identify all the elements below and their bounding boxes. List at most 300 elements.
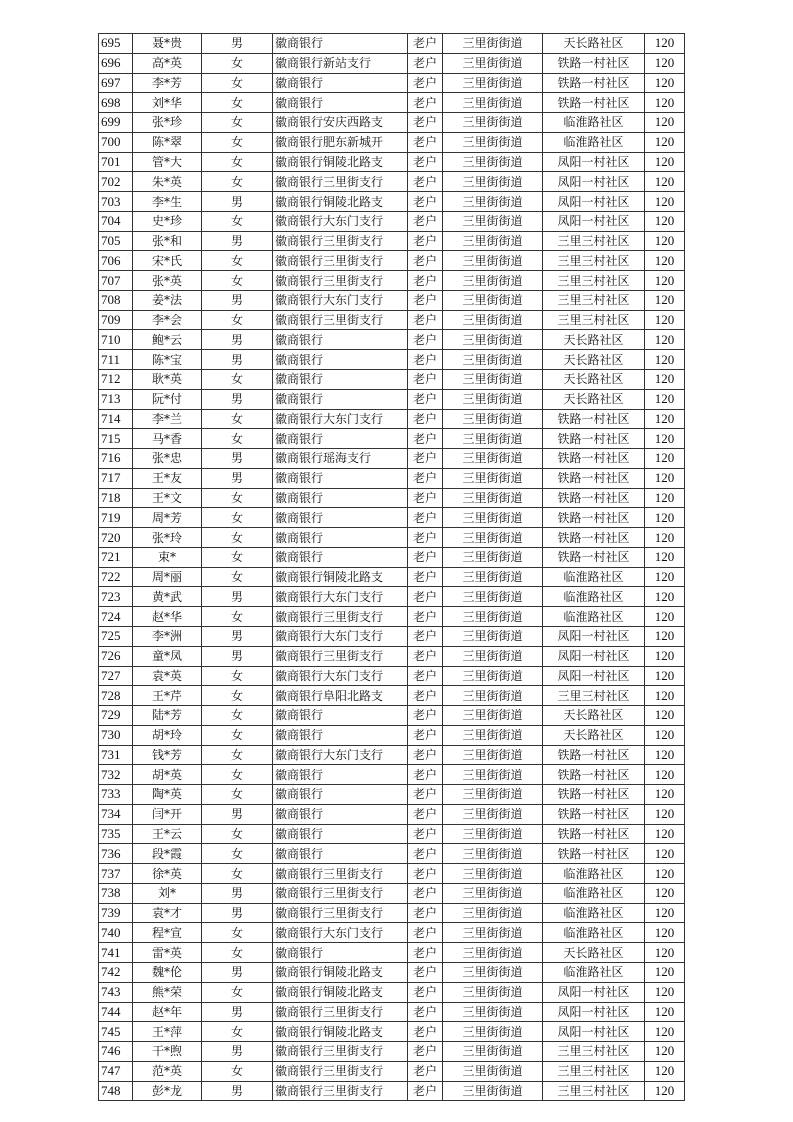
household-type-cell: 老户 (408, 785, 443, 805)
street-cell: 三里街街道 (443, 686, 543, 706)
household-type-cell: 老户 (408, 725, 443, 745)
person-name-cell: 耿*英 (133, 370, 202, 390)
bank-name-cell: 徽商银行三里街支行 (273, 883, 408, 903)
gender-cell: 男 (202, 1042, 273, 1062)
community-cell: 铁路一村社区 (543, 528, 645, 548)
table-row (99, 547, 685, 567)
row-number-cell: 709 (99, 310, 133, 330)
gender-cell: 女 (202, 53, 273, 73)
household-type-cell: 老户 (408, 310, 443, 330)
bank-name-cell: 徽商银行三里街支行 (273, 1081, 408, 1101)
community-cell: 临淮路社区 (543, 587, 645, 607)
table-row (99, 211, 685, 231)
community-cell: 凤阳一村社区 (543, 626, 645, 646)
amount-cell: 120 (645, 626, 685, 646)
amount-cell: 120 (645, 1002, 685, 1022)
person-name-cell: 李*兰 (133, 409, 202, 429)
amount-cell: 120 (645, 1022, 685, 1042)
person-name-cell: 干*煦 (133, 1042, 202, 1062)
gender-cell: 女 (202, 310, 273, 330)
table-row (99, 943, 685, 963)
gender-cell: 女 (202, 528, 273, 548)
person-name-cell: 钱*芳 (133, 745, 202, 765)
street-cell: 三里街街道 (443, 93, 543, 113)
person-name-cell: 彭*龙 (133, 1081, 202, 1101)
street-cell: 三里街街道 (443, 429, 543, 449)
street-cell: 三里街街道 (443, 864, 543, 884)
gender-cell: 男 (202, 646, 273, 666)
row-number-cell: 712 (99, 370, 133, 390)
person-name-cell: 王*友 (133, 468, 202, 488)
table-row (99, 172, 685, 192)
street-cell: 三里街街道 (443, 113, 543, 133)
community-cell: 天长路社区 (543, 389, 645, 409)
person-name-cell: 熊*荣 (133, 982, 202, 1002)
bank-name-cell: 徽商银行 (273, 73, 408, 93)
row-number-cell: 710 (99, 330, 133, 350)
table-row (99, 231, 685, 251)
street-cell: 三里街街道 (443, 824, 543, 844)
street-cell: 三里街街道 (443, 350, 543, 370)
table-row (99, 844, 685, 864)
street-cell: 三里街街道 (443, 449, 543, 469)
bank-name-cell: 徽商银行 (273, 429, 408, 449)
subsidy-table (98, 33, 685, 1101)
gender-cell: 男 (202, 587, 273, 607)
household-type-cell: 老户 (408, 528, 443, 548)
row-number-cell: 727 (99, 666, 133, 686)
table-row (99, 330, 685, 350)
household-type-cell: 老户 (408, 271, 443, 291)
community-cell: 铁路一村社区 (543, 547, 645, 567)
gender-cell: 男 (202, 468, 273, 488)
bank-name-cell: 徽商银行三里街支行 (273, 231, 408, 251)
household-type-cell: 老户 (408, 686, 443, 706)
household-type-cell: 老户 (408, 290, 443, 310)
gender-cell: 女 (202, 547, 273, 567)
community-cell: 天长路社区 (543, 34, 645, 54)
amount-cell: 120 (645, 34, 685, 54)
person-name-cell: 袁*英 (133, 666, 202, 686)
household-type-cell: 老户 (408, 350, 443, 370)
bank-name-cell: 徽商银行 (273, 844, 408, 864)
bank-name-cell: 徽商银行 (273, 370, 408, 390)
bank-name-cell: 徽商银行铜陵北路支 (273, 962, 408, 982)
row-number-cell: 729 (99, 706, 133, 726)
gender-cell: 男 (202, 389, 273, 409)
gender-cell: 男 (202, 449, 273, 469)
row-number-cell: 742 (99, 962, 133, 982)
person-name-cell: 赵*华 (133, 607, 202, 627)
bank-name-cell: 徽商银行 (273, 943, 408, 963)
gender-cell: 女 (202, 745, 273, 765)
gender-cell: 男 (202, 350, 273, 370)
community-cell: 铁路一村社区 (543, 468, 645, 488)
street-cell: 三里街街道 (443, 725, 543, 745)
table-row (99, 587, 685, 607)
street-cell: 三里街街道 (443, 192, 543, 212)
bank-name-cell: 徽商银行 (273, 34, 408, 54)
person-name-cell: 范*英 (133, 1061, 202, 1081)
gender-cell: 男 (202, 626, 273, 646)
row-number-cell: 713 (99, 389, 133, 409)
amount-cell: 120 (645, 409, 685, 429)
gender-cell: 女 (202, 943, 273, 963)
street-cell: 三里街街道 (443, 567, 543, 587)
gender-cell: 男 (202, 903, 273, 923)
street-cell: 三里街街道 (443, 943, 543, 963)
amount-cell: 120 (645, 310, 685, 330)
household-type-cell: 老户 (408, 706, 443, 726)
person-name-cell: 陈*宝 (133, 350, 202, 370)
person-name-cell: 黄*武 (133, 587, 202, 607)
community-cell: 凤阳一村社区 (543, 1022, 645, 1042)
bank-name-cell: 徽商银行 (273, 725, 408, 745)
street-cell: 三里街街道 (443, 488, 543, 508)
amount-cell: 120 (645, 93, 685, 113)
amount-cell: 120 (645, 607, 685, 627)
amount-cell: 120 (645, 962, 685, 982)
amount-cell: 120 (645, 192, 685, 212)
bank-name-cell: 徽商银行大东门支行 (273, 290, 408, 310)
person-name-cell: 童*凤 (133, 646, 202, 666)
table-row (99, 192, 685, 212)
bank-name-cell: 徽商银行三里街支行 (273, 903, 408, 923)
gender-cell: 男 (202, 192, 273, 212)
table-row (99, 567, 685, 587)
street-cell: 三里街街道 (443, 883, 543, 903)
table-row (99, 883, 685, 903)
row-number-cell: 740 (99, 923, 133, 943)
table-row (99, 409, 685, 429)
street-cell: 三里街街道 (443, 982, 543, 1002)
street-cell: 三里街街道 (443, 844, 543, 864)
row-number-cell: 707 (99, 271, 133, 291)
household-type-cell: 老户 (408, 508, 443, 528)
person-name-cell: 李*洲 (133, 626, 202, 646)
person-name-cell: 聂*贵 (133, 34, 202, 54)
gender-cell: 男 (202, 290, 273, 310)
row-number-cell: 721 (99, 547, 133, 567)
row-number-cell: 722 (99, 567, 133, 587)
household-type-cell: 老户 (408, 844, 443, 864)
community-cell: 临淮路社区 (543, 132, 645, 152)
street-cell: 三里街街道 (443, 73, 543, 93)
household-type-cell: 老户 (408, 547, 443, 567)
person-name-cell: 陈*翠 (133, 132, 202, 152)
person-name-cell: 史*珍 (133, 211, 202, 231)
amount-cell: 120 (645, 370, 685, 390)
bank-name-cell: 徽商银行 (273, 528, 408, 548)
row-number-cell: 739 (99, 903, 133, 923)
amount-cell: 120 (645, 1081, 685, 1101)
table-body (99, 34, 685, 1101)
table-row (99, 53, 685, 73)
table-row (99, 73, 685, 93)
bank-name-cell: 徽商银行铜陵北路支 (273, 567, 408, 587)
community-cell: 铁路一村社区 (543, 785, 645, 805)
street-cell: 三里街街道 (443, 587, 543, 607)
community-cell: 天长路社区 (543, 350, 645, 370)
community-cell: 凤阳一村社区 (543, 192, 645, 212)
row-number-cell: 717 (99, 468, 133, 488)
table-row (99, 686, 685, 706)
row-number-cell: 696 (99, 53, 133, 73)
table-row (99, 34, 685, 54)
person-name-cell: 王*云 (133, 824, 202, 844)
community-cell: 铁路一村社区 (543, 824, 645, 844)
bank-name-cell: 徽商银行铜陵北路支 (273, 1022, 408, 1042)
street-cell: 三里街街道 (443, 1022, 543, 1042)
gender-cell: 女 (202, 567, 273, 587)
row-number-cell: 747 (99, 1061, 133, 1081)
household-type-cell: 老户 (408, 34, 443, 54)
community-cell: 铁路一村社区 (543, 93, 645, 113)
street-cell: 三里街街道 (443, 34, 543, 54)
amount-cell: 120 (645, 725, 685, 745)
household-type-cell: 老户 (408, 567, 443, 587)
household-type-cell: 老户 (408, 192, 443, 212)
person-name-cell: 王*萍 (133, 1022, 202, 1042)
household-type-cell: 老户 (408, 251, 443, 271)
person-name-cell: 周*芳 (133, 508, 202, 528)
household-type-cell: 老户 (408, 626, 443, 646)
gender-cell: 女 (202, 765, 273, 785)
person-name-cell: 姜*法 (133, 290, 202, 310)
row-number-cell: 726 (99, 646, 133, 666)
row-number-cell: 698 (99, 93, 133, 113)
household-type-cell: 老户 (408, 152, 443, 172)
row-number-cell: 715 (99, 429, 133, 449)
community-cell: 铁路一村社区 (543, 429, 645, 449)
table-row (99, 449, 685, 469)
amount-cell: 120 (645, 132, 685, 152)
street-cell: 三里街街道 (443, 290, 543, 310)
gender-cell: 男 (202, 1081, 273, 1101)
gender-cell: 女 (202, 982, 273, 1002)
gender-cell: 男 (202, 883, 273, 903)
household-type-cell: 老户 (408, 1002, 443, 1022)
community-cell: 三里三村社区 (543, 1081, 645, 1101)
gender-cell: 女 (202, 211, 273, 231)
gender-cell: 女 (202, 923, 273, 943)
row-number-cell: 735 (99, 824, 133, 844)
bank-name-cell: 徽商银行铜陵北路支 (273, 152, 408, 172)
amount-cell: 120 (645, 666, 685, 686)
table-row (99, 251, 685, 271)
gender-cell: 男 (202, 1002, 273, 1022)
amount-cell: 120 (645, 745, 685, 765)
community-cell: 凤阳一村社区 (543, 152, 645, 172)
community-cell: 凤阳一村社区 (543, 211, 645, 231)
amount-cell: 120 (645, 982, 685, 1002)
amount-cell: 120 (645, 350, 685, 370)
gender-cell: 女 (202, 1022, 273, 1042)
row-number-cell: 746 (99, 1042, 133, 1062)
amount-cell: 120 (645, 271, 685, 291)
table-row (99, 488, 685, 508)
bank-name-cell: 徽商银行大东门支行 (273, 923, 408, 943)
person-name-cell: 张*英 (133, 271, 202, 291)
amount-cell: 120 (645, 73, 685, 93)
gender-cell: 女 (202, 73, 273, 93)
table-row (99, 350, 685, 370)
person-name-cell: 马*香 (133, 429, 202, 449)
community-cell: 凤阳一村社区 (543, 172, 645, 192)
street-cell: 三里街街道 (443, 528, 543, 548)
bank-name-cell: 徽商银行 (273, 488, 408, 508)
person-name-cell: 高*英 (133, 53, 202, 73)
amount-cell: 120 (645, 231, 685, 251)
row-number-cell: 703 (99, 192, 133, 212)
bank-name-cell: 徽商银行铜陵北路支 (273, 192, 408, 212)
person-name-cell: 刘* (133, 883, 202, 903)
community-cell: 三里三村社区 (543, 290, 645, 310)
person-name-cell: 阮*付 (133, 389, 202, 409)
table-row (99, 152, 685, 172)
bank-name-cell: 徽商银行 (273, 547, 408, 567)
table-row (99, 370, 685, 390)
community-cell: 临淮路社区 (543, 923, 645, 943)
household-type-cell: 老户 (408, 409, 443, 429)
community-cell: 三里三村社区 (543, 686, 645, 706)
street-cell: 三里街街道 (443, 804, 543, 824)
amount-cell: 120 (645, 113, 685, 133)
bank-name-cell: 徽商银行三里街支行 (273, 607, 408, 627)
street-cell: 三里街街道 (443, 745, 543, 765)
household-type-cell: 老户 (408, 824, 443, 844)
gender-cell: 女 (202, 152, 273, 172)
row-number-cell: 705 (99, 231, 133, 251)
table-row (99, 765, 685, 785)
row-number-cell: 716 (99, 449, 133, 469)
person-name-cell: 周*丽 (133, 567, 202, 587)
gender-cell: 女 (202, 686, 273, 706)
bank-name-cell: 徽商银行安庆西路支 (273, 113, 408, 133)
row-number-cell: 731 (99, 745, 133, 765)
bank-name-cell: 徽商银行 (273, 706, 408, 726)
street-cell: 三里街街道 (443, 666, 543, 686)
street-cell: 三里街街道 (443, 547, 543, 567)
street-cell: 三里街街道 (443, 172, 543, 192)
community-cell: 三里三村社区 (543, 310, 645, 330)
gender-cell: 女 (202, 271, 273, 291)
household-type-cell: 老户 (408, 389, 443, 409)
street-cell: 三里街街道 (443, 706, 543, 726)
amount-cell: 120 (645, 53, 685, 73)
row-number-cell: 737 (99, 864, 133, 884)
bank-name-cell: 徽商银行大东门支行 (273, 409, 408, 429)
amount-cell: 120 (645, 389, 685, 409)
gender-cell: 女 (202, 706, 273, 726)
table-row (99, 1061, 685, 1081)
person-name-cell: 胡*英 (133, 765, 202, 785)
gender-cell: 女 (202, 251, 273, 271)
street-cell: 三里街街道 (443, 389, 543, 409)
person-name-cell: 张*玲 (133, 528, 202, 548)
row-number-cell: 720 (99, 528, 133, 548)
row-number-cell: 743 (99, 982, 133, 1002)
table-row (99, 113, 685, 133)
table-row (99, 508, 685, 528)
person-name-cell: 鲍*云 (133, 330, 202, 350)
household-type-cell: 老户 (408, 765, 443, 785)
household-type-cell: 老户 (408, 646, 443, 666)
amount-cell: 120 (645, 1061, 685, 1081)
amount-cell: 120 (645, 923, 685, 943)
table-row (99, 389, 685, 409)
table-row (99, 982, 685, 1002)
street-cell: 三里街街道 (443, 370, 543, 390)
community-cell: 铁路一村社区 (543, 409, 645, 429)
person-name-cell: 朱*英 (133, 172, 202, 192)
community-cell: 天长路社区 (543, 706, 645, 726)
household-type-cell: 老户 (408, 113, 443, 133)
gender-cell: 女 (202, 824, 273, 844)
person-name-cell: 王*芹 (133, 686, 202, 706)
table-row (99, 1002, 685, 1022)
street-cell: 三里街街道 (443, 962, 543, 982)
row-number-cell: 711 (99, 350, 133, 370)
person-name-cell: 李*生 (133, 192, 202, 212)
bank-name-cell: 徽商银行三里街支行 (273, 172, 408, 192)
street-cell: 三里街街道 (443, 785, 543, 805)
community-cell: 临淮路社区 (543, 567, 645, 587)
bank-name-cell: 徽商银行新站支行 (273, 53, 408, 73)
row-number-cell: 733 (99, 785, 133, 805)
gender-cell: 女 (202, 429, 273, 449)
gender-cell: 女 (202, 93, 273, 113)
amount-cell: 120 (645, 251, 685, 271)
household-type-cell: 老户 (408, 864, 443, 884)
community-cell: 凤阳一村社区 (543, 982, 645, 1002)
bank-name-cell: 徽商银行三里街支行 (273, 310, 408, 330)
street-cell: 三里街街道 (443, 152, 543, 172)
household-type-cell: 老户 (408, 132, 443, 152)
table-row (99, 745, 685, 765)
bank-name-cell: 徽商银行三里街支行 (273, 646, 408, 666)
amount-cell: 120 (645, 686, 685, 706)
row-number-cell: 706 (99, 251, 133, 271)
community-cell: 天长路社区 (543, 330, 645, 350)
household-type-cell: 老户 (408, 211, 443, 231)
amount-cell: 120 (645, 567, 685, 587)
household-type-cell: 老户 (408, 468, 443, 488)
community-cell: 天长路社区 (543, 943, 645, 963)
household-type-cell: 老户 (408, 804, 443, 824)
bank-name-cell: 徽商银行 (273, 468, 408, 488)
gender-cell: 女 (202, 666, 273, 686)
amount-cell: 120 (645, 449, 685, 469)
household-type-cell: 老户 (408, 370, 443, 390)
community-cell: 铁路一村社区 (543, 488, 645, 508)
amount-cell: 120 (645, 488, 685, 508)
gender-cell: 男 (202, 804, 273, 824)
person-name-cell: 魏*伦 (133, 962, 202, 982)
person-name-cell: 李*会 (133, 310, 202, 330)
bank-name-cell: 徽商银行 (273, 804, 408, 824)
amount-cell: 120 (645, 903, 685, 923)
person-name-cell: 宋*氏 (133, 251, 202, 271)
household-type-cell: 老户 (408, 587, 443, 607)
household-type-cell: 老户 (408, 943, 443, 963)
household-type-cell: 老户 (408, 745, 443, 765)
row-number-cell: 700 (99, 132, 133, 152)
bank-name-cell: 徽商银行三里街支行 (273, 864, 408, 884)
person-name-cell: 刘*华 (133, 93, 202, 113)
community-cell: 临淮路社区 (543, 864, 645, 884)
household-type-cell: 老户 (408, 172, 443, 192)
